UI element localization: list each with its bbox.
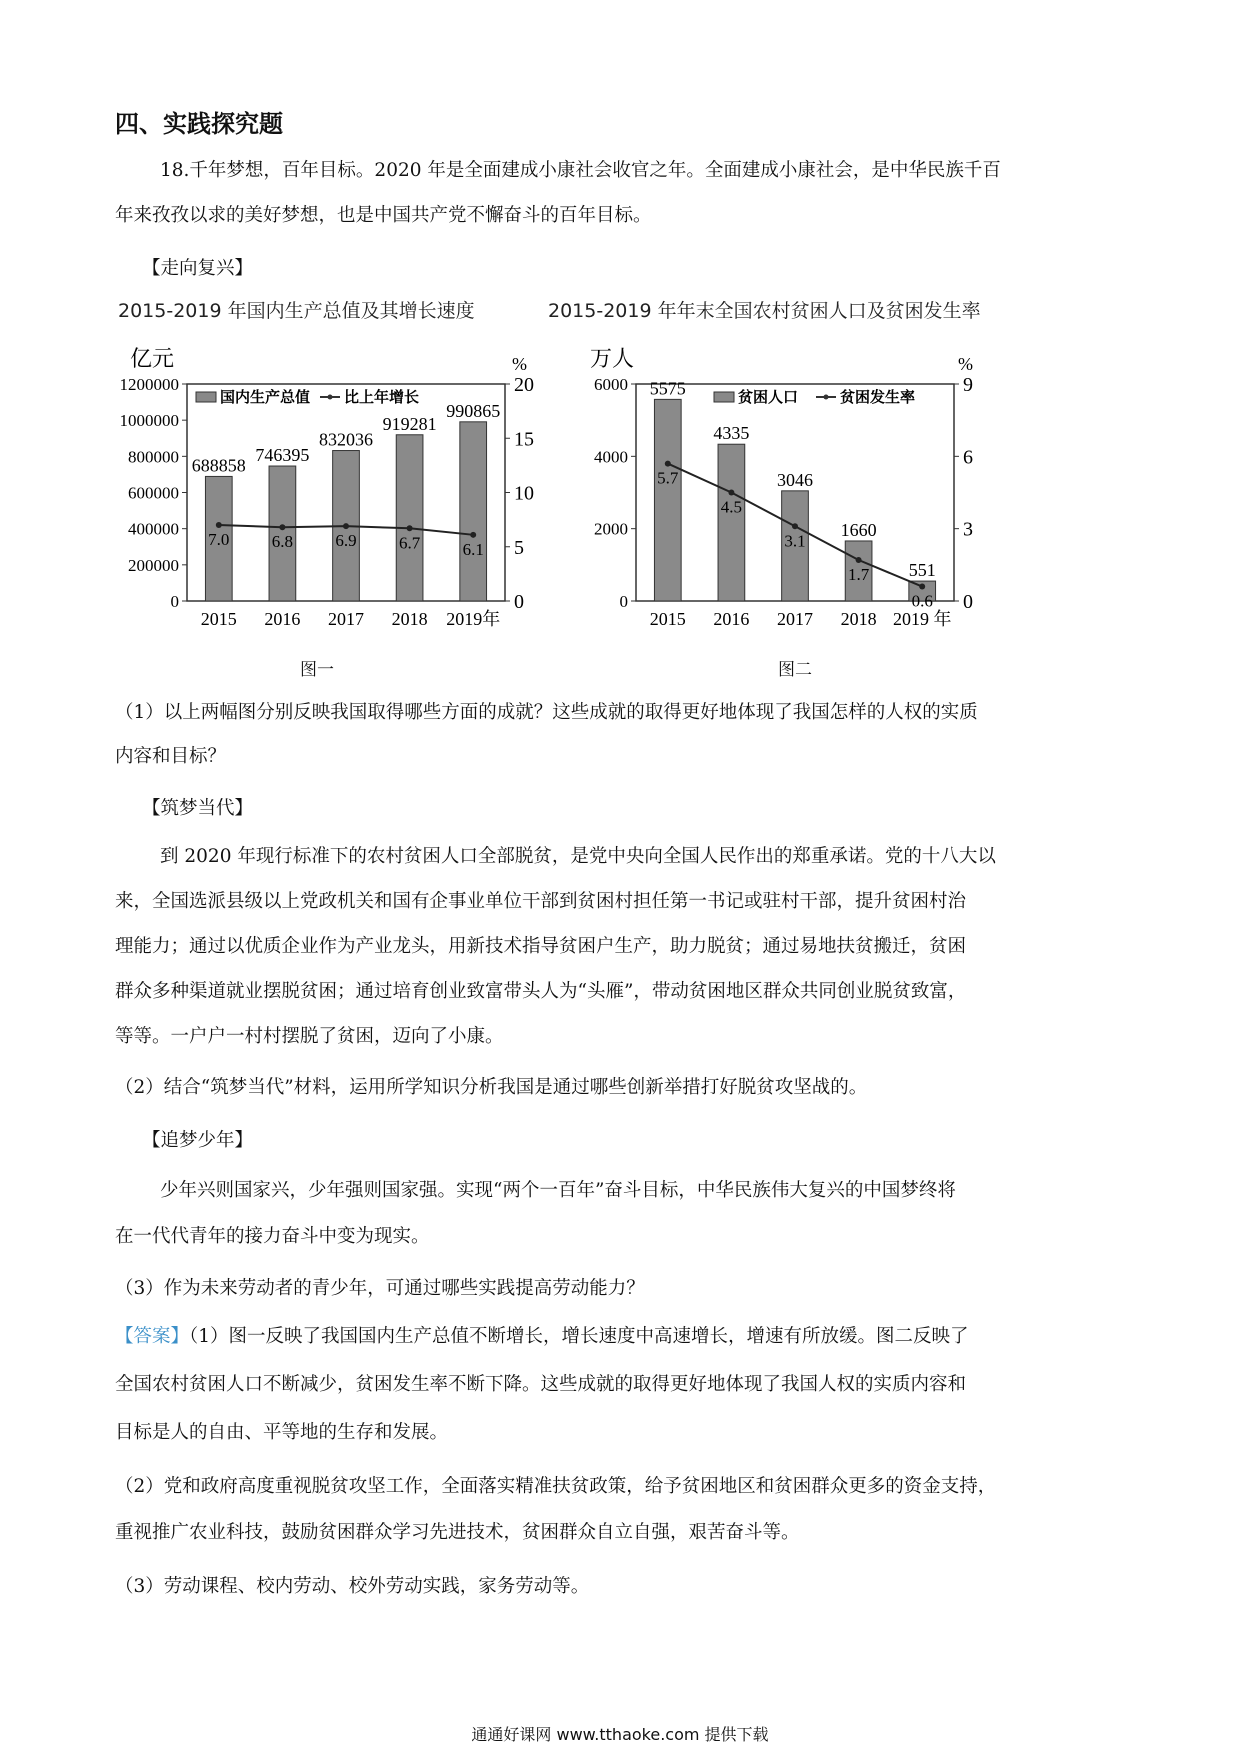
line-value-label: 7.0 <box>208 530 230 550</box>
y-tick-label: 200000 <box>128 555 179 575</box>
chart2-ylabel: 万人 <box>590 346 635 371</box>
chart1-legend-bar-swatch <box>196 392 216 402</box>
answer-1-line-1 <box>115 1316 969 1358</box>
chart1-title: 2015-2019 年国内生产总值及其增长速度 <box>118 300 475 322</box>
x-tick-label: 2015 <box>649 609 686 629</box>
line-value-label: 5.7 <box>657 468 679 488</box>
intro-line-1: 18.千年梦想，百年目标。2020 年是全面建成小康社会收官之年。全面建成小康社会，是中华民族千百 <box>160 160 1001 181</box>
answer-3: （3）劳动课程、校内劳动、校外劳动实践，家务劳动等。 <box>115 1576 590 1597</box>
y-tick-label: 1000000 <box>119 411 179 431</box>
y2-tick-label: 3 <box>963 518 973 541</box>
bar <box>460 422 487 601</box>
question-1-line-1: （1）以上两幅图分别反映我国取得哪些方面的成就？这些成就的取得更好地体现了我国怎样的人权的实质 <box>115 702 978 723</box>
bar <box>654 399 681 601</box>
line-point <box>343 523 349 529</box>
y2-tick-label: 6 <box>963 446 973 469</box>
bar-value-label: 551 <box>908 560 936 581</box>
para2-line-4: 群众多种渠道就业摆脱贫困；通过培育创业致富带头人为“头雁”，带动贫困地区群众共同创业脱贫致富， <box>115 981 967 1002</box>
line-point <box>665 461 671 467</box>
bar-value-label: 4335 <box>713 423 750 444</box>
y2-tick-label: 10 <box>514 482 534 505</box>
x-tick-label: 2018 <box>840 609 877 629</box>
question-2: （2）结合“筑梦当代”材料，运用所学知识分析我国是通过哪些创新举措打好脱贫攻坚战的。 <box>115 1077 868 1098</box>
chart2-y2label: % <box>958 354 973 374</box>
y-tick-label: 400000 <box>128 519 179 539</box>
para3-line-1: 少年兴则国家兴，少年强则国家强。实现“两个一百年”奋斗目标，中华民族伟大复兴的中国梦终将 <box>160 1180 956 1201</box>
x-tick-label: 2018 <box>391 609 428 629</box>
x-tick-label: 2019 年 <box>892 609 952 629</box>
y-tick-label: 4000 <box>594 447 628 467</box>
y-tick-label: 600000 <box>128 483 179 503</box>
line-value-label: 6.1 <box>462 539 484 559</box>
x-tick-label: 2016 <box>713 609 750 629</box>
bar-value-label: 5575 <box>649 378 686 399</box>
chart1-gdp <box>110 340 540 630</box>
y-tick-label: 0 <box>170 592 179 611</box>
bar <box>396 435 423 601</box>
y2-tick-label: 0 <box>514 591 524 613</box>
line-value-label: 6.7 <box>398 533 421 553</box>
x-tick-label: 2015 <box>200 609 237 629</box>
line-value-label: 6.9 <box>335 531 357 551</box>
bar-value-label: 919281 <box>382 413 437 434</box>
line-value-label: 6.8 <box>271 532 294 552</box>
question-3: （3）作为未来劳动者的青少年，可通过哪些实践提高劳动能力？ <box>115 1278 645 1299</box>
line-value-label: 3.1 <box>784 531 806 551</box>
chart2-legend-bar-label: 贫困人口 <box>738 390 799 406</box>
line-point <box>279 524 285 530</box>
line-value-label: 1.7 <box>847 565 870 585</box>
y2-tick-label: 9 <box>963 374 973 396</box>
line-point <box>470 532 476 538</box>
bar <box>718 444 745 601</box>
y-tick-label: 0 <box>619 592 628 611</box>
y2-tick-label: 5 <box>514 536 524 559</box>
answer-label: 【答案】 <box>115 1326 190 1347</box>
x-tick-label: 2019年 <box>446 609 501 629</box>
chart1-y2label: % <box>512 354 527 374</box>
y2-tick-label: 0 <box>963 591 973 613</box>
answer-2-line-1: （2）党和政府高度重视脱贫攻坚工作，全面落实精准扶贫政策，给予贫困地区和贫困群众更多的资金支持， <box>115 1476 997 1497</box>
y-tick-label: 6000 <box>594 375 628 394</box>
chart2-poverty <box>566 340 986 630</box>
x-tick-label: 2016 <box>264 609 301 629</box>
fig2-caption: 图二 <box>778 660 812 680</box>
x-tick-label: 2017 <box>328 609 364 629</box>
line-value-label: 4.5 <box>720 497 743 517</box>
chart1-legend-line-label: 比上年增长 <box>344 390 420 406</box>
bar-value-label: 688858 <box>191 455 246 476</box>
chart1-ylabel: 亿元 <box>130 346 175 371</box>
question-1-line-2: 内容和目标？ <box>115 746 227 767</box>
bar-value-label: 3046 <box>777 469 813 490</box>
chart2-title: 2015-2019 年年末全国农村贫困人口及贫困发生率 <box>548 300 981 322</box>
fig1-caption: 图一 <box>300 660 334 680</box>
answer-1-text: （1）图一反映了我国国内生产总值不断增长，增长速度中高速增长，增速有所放缓。图二反映了 <box>189 1326 969 1347</box>
line-point <box>856 557 862 563</box>
bar-value-label: 1660 <box>840 519 877 540</box>
para2-line-3: 理能力；通过以优质企业作为产业龙头，用新技术指导贫困户生产，助力脱贫；通过易地扶贫搬迁，贫困 <box>115 936 967 957</box>
subheading-zouxiang: 【走向复兴】 <box>142 258 254 279</box>
line-point <box>216 522 222 528</box>
answer-1-line-2: 全国农村贫困人口不断减少，贫困发生率不断下降。这些成就的取得更好地体现了我国人权的实质内容和 <box>115 1374 967 1395</box>
y-tick-label: 2000 <box>594 519 628 539</box>
intro-line-2: 年来孜孜以求的美好梦想，也是中国共产党不懈奋斗的百年目标。 <box>115 205 652 226</box>
x-tick-label: 2017 <box>777 609 813 629</box>
bar-value-label: 832036 <box>319 429 373 450</box>
section-title: 四、实践探究题 <box>115 110 283 138</box>
chart2-legend-line-label: 贫困发生率 <box>840 390 916 406</box>
answer-2-line-2: 重视推广农业科技，鼓励贫困群众学习先进技术，贫困群众自立自强，艰苦奋斗等。 <box>115 1522 800 1543</box>
footer: 通通好课网 www.tthaoke.com 提供下载 <box>471 1725 769 1744</box>
para2-line-1: 到 2020 年现行标准下的农村贫困人口全部脱贫，是党中央向全国人民作出的郑重承诺。党的十八大以 <box>160 846 996 867</box>
line-value-label: 0.6 <box>911 591 933 611</box>
line-point <box>792 523 798 529</box>
line-point <box>919 584 925 590</box>
bar-value-label: 990865 <box>446 400 501 421</box>
y2-tick-label: 15 <box>514 428 534 451</box>
subheading-zhuimeng: 【追梦少年】 <box>142 1130 254 1151</box>
y2-tick-label: 20 <box>514 374 534 396</box>
answer-1-line-3: 目标是人的自由、平等地的生存和发展。 <box>115 1422 449 1443</box>
chart1-legend-bar-label: 国内生产总值 <box>220 390 311 406</box>
para3-line-2: 在一代代青年的接力奋斗中变为现实。 <box>115 1226 430 1247</box>
para2-line-2: 来，全国选派县级以上党政机关和国有企事业单位干部到贫困村担任第一书记或驻村干部，提升贫困村治 <box>115 891 967 912</box>
para2-line-5: 等等。一户户一村村摆脱了贫困，迈向了小康。 <box>115 1026 504 1047</box>
bar-value-label: 746395 <box>255 445 310 466</box>
line-point <box>407 525 413 531</box>
line-point <box>728 490 734 496</box>
subheading-zhumeng: 【筑梦当代】 <box>142 798 254 819</box>
chart2-legend-bar-swatch <box>714 392 734 402</box>
y-tick-label: 800000 <box>128 447 179 467</box>
y-tick-label: 1200000 <box>119 375 179 394</box>
